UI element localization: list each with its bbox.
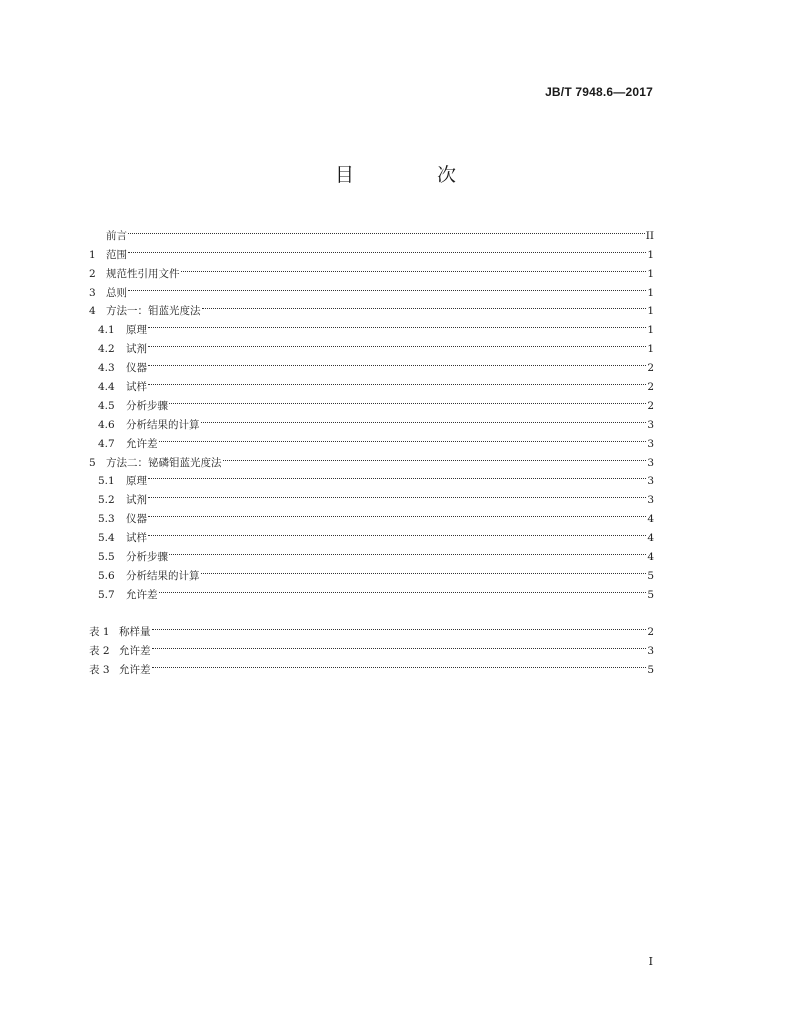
list-of-tables [89,616,654,676]
toc-entry[interactable] [89,352,654,375]
entry-number: 1 [89,248,96,261]
entry-number: 4.7 [98,437,115,450]
entry-label: 方法二：铋磷钼蓝光度法 [106,456,222,469]
dot-leader [148,333,646,352]
toc-entry[interactable] [89,333,654,356]
entry-label: 允许差 [119,644,151,657]
entry-number: 5.1 [98,475,115,488]
table-list-entry[interactable] [89,654,654,676]
toc-entry[interactable] [89,239,654,261]
entry-page-number: 3 [647,456,654,469]
dot-leader [181,258,647,277]
entry-number: 2 [89,267,96,280]
entry-number: 5.2 [98,494,115,507]
entry-page-number: 2 [647,399,654,412]
toc-entry[interactable] [89,428,654,450]
toc-entry[interactable] [89,466,654,488]
entry-number: 5.5 [98,551,115,564]
dot-leader [148,314,646,333]
dot-leader [159,428,647,447]
entry-number: 4.2 [98,343,115,356]
entry-number: 表 2 [89,644,110,657]
dot-leader [169,390,646,409]
entry-label: 分析结果的计算 [126,418,200,431]
entry-number: 4.6 [98,418,115,431]
entry-page-number: 1 [647,324,654,337]
toc-entry[interactable] [89,447,654,469]
dot-leader [159,579,647,598]
toc-entry[interactable] [89,484,654,507]
dot-leader [128,220,645,239]
dot-leader [202,296,647,315]
entry-label: 原理 [126,324,147,337]
toc-entry[interactable] [89,296,654,318]
dot-leader [152,616,647,635]
toc-entry[interactable] [89,541,654,564]
entry-label: 仪器 [126,513,147,526]
dot-leader [148,352,646,371]
entry-label: 范围 [106,248,127,261]
entry-page-number: 3 [647,644,654,657]
entry-label: 试样 [126,532,147,545]
entry-page-number: 3 [647,437,654,450]
table-of-contents [89,220,654,601]
entry-page-number: 3 [647,418,654,431]
dot-leader [148,484,646,503]
entry-label: 允许差 [126,437,158,450]
dot-leader [152,635,647,654]
entry-number: 4 [89,305,96,318]
entry-label: 试剂 [126,343,147,356]
entry-label: 总则 [106,286,127,299]
toc-entry[interactable] [89,560,654,582]
table-list-entry[interactable] [89,616,654,638]
entry-label: 允许差 [126,588,158,601]
entry-label: 分析步骤 [126,399,168,412]
page-number: I [648,955,653,968]
entry-label: 分析结果的计算 [126,569,200,582]
toc-entry[interactable] [89,371,654,394]
entry-number: 表 3 [89,663,110,676]
dot-leader [201,409,647,428]
toc-entry[interactable] [89,277,654,299]
entry-page-number: 1 [647,343,654,356]
entry-label: 称样量 [119,625,151,638]
entry-page-number: 4 [647,513,654,526]
entry-number: 表 1 [89,625,110,638]
entry-number: 5.4 [98,532,115,545]
entry-number: 4.3 [98,362,115,375]
dot-leader [201,560,647,579]
entry-label: 规范性引用文件 [106,267,180,280]
entry-label: 原理 [126,475,147,488]
page-title: 目 次 [334,164,488,186]
toc-entry[interactable] [89,409,654,431]
toc-entry[interactable] [89,220,654,242]
entry-label: 允许差 [119,663,151,676]
entry-page-number: 1 [647,248,654,261]
entry-label: 试剂 [126,494,147,507]
entry-page-number: 5 [647,663,654,676]
dot-leader [148,522,646,541]
entry-label: 前言 [106,229,127,242]
entry-page-number: 1 [647,267,654,280]
entry-label: 分析步骤 [126,551,168,564]
entry-label: 试样 [126,381,147,394]
dot-leader [148,503,646,522]
toc-entry[interactable] [89,503,654,526]
entry-page-number: 3 [647,494,654,507]
entry-page-number: 5 [647,569,654,582]
entry-page-number: 2 [647,625,654,638]
entry-page-number: 5 [647,588,654,601]
dot-leader [223,447,647,466]
entry-number: 5.7 [98,588,115,601]
entry-number: 4.1 [98,324,115,337]
entry-number: 4.5 [98,399,115,412]
entry-label: 方法一：钼蓝光度法 [106,305,201,318]
entry-page-number: 2 [647,381,654,394]
dot-leader [148,371,646,390]
toc-entry[interactable] [89,390,654,412]
entry-page-number: II [645,229,654,242]
entry-number: 5.3 [98,513,115,526]
toc-entry[interactable] [89,522,654,545]
entry-page-number: 4 [647,532,654,545]
dot-leader [148,466,646,485]
dot-leader [152,654,647,673]
entry-page-number: 1 [647,286,654,299]
entry-number: 5.6 [98,569,115,582]
dot-leader [128,239,646,258]
entry-number: 5 [89,456,96,469]
dot-leader [128,277,646,296]
dot-leader [169,541,646,560]
entry-page-number: 3 [647,475,654,488]
entry-number: 3 [89,286,96,299]
entry-label: 仪器 [126,362,147,375]
toc-entry[interactable] [89,579,654,601]
entry-number: 4.4 [98,381,115,394]
standard-number: JB/T 7948.6—2017 [545,85,653,99]
table-list-entry[interactable] [89,635,654,657]
entry-page-number: 1 [647,305,654,318]
entry-page-number: 2 [647,362,654,375]
toc-entry[interactable] [89,258,654,280]
entry-page-number: 4 [647,551,654,564]
toc-entry[interactable] [89,314,654,337]
